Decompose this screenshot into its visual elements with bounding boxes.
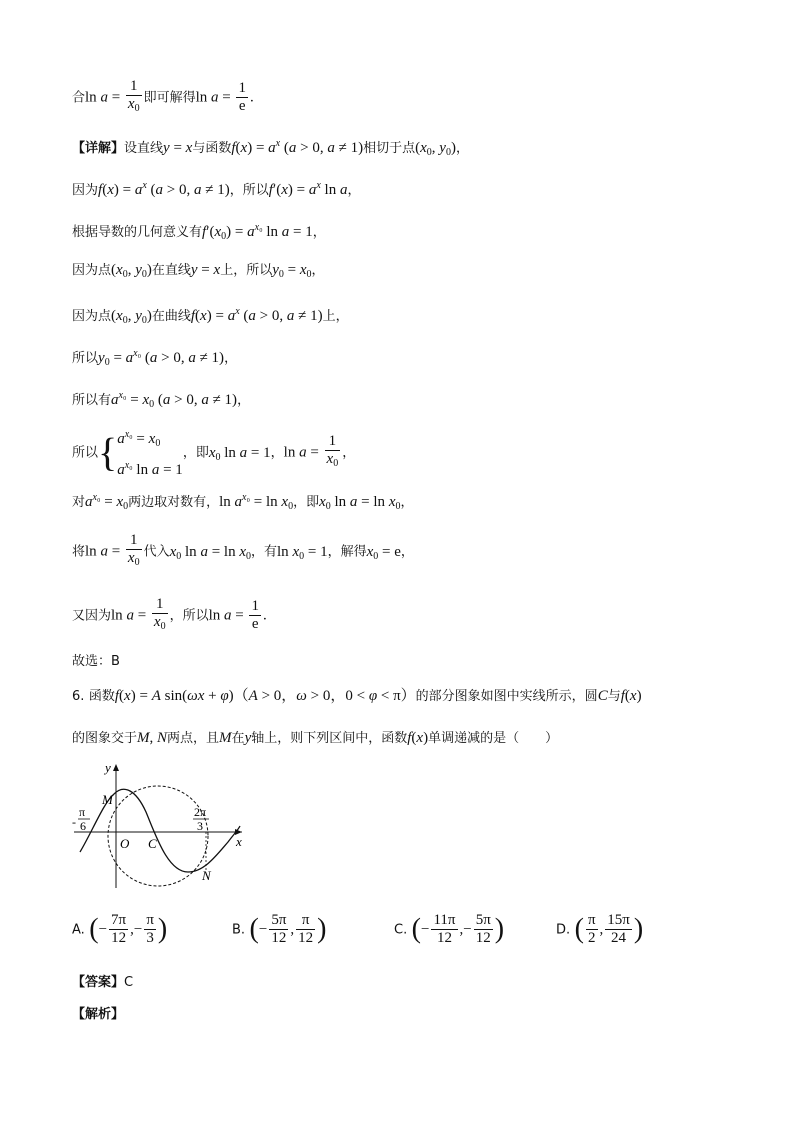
x-label: x <box>236 834 242 849</box>
text: 在 <box>231 731 245 746</box>
question-number: 6. <box>72 689 85 704</box>
option-B[interactable]: B. (− $\frac{5\pi}{12}$ , $\frac{\pi}{12}$ ) <box>232 912 327 946</box>
text: 在直线 <box>151 263 191 278</box>
text: 与 <box>607 689 621 704</box>
text: 的图象交于 <box>72 731 138 746</box>
text: 相切于点 <box>363 141 416 156</box>
line-point-on-curve: 因为点($x_0$, $y_0$)在曲线$f(x) = a^x$ (a > 0, a ≠ 1)上， <box>72 306 349 326</box>
num: 11π <box>433 912 456 928</box>
text: 单调递减的是（ ） <box>428 731 559 746</box>
answer-tag: 【答案】 <box>72 975 125 990</box>
sign: − <box>463 921 472 938</box>
text: 代入 <box>143 544 170 560</box>
text: ，所以 <box>169 608 209 624</box>
den: 12 <box>475 930 491 946</box>
line-system: 所以{ $a^{x_0} = x_0$ $a^{x_0}$ ln a = 1 ，即$x_0$ ln a = 1，ln a = $\frac{1}{x_0}$ ， <box>72 429 356 478</box>
line-detail: 【详解】设直线y = x与函数$f(x) = a^x$ (a > 0, a ≠ 1)相切于点($x_0$, $y_0$)， <box>72 138 469 158</box>
sign: − <box>421 921 430 938</box>
analysis-line <box>72 1004 124 1025</box>
text: 设直线 <box>124 141 164 156</box>
num: 5π <box>271 912 287 928</box>
text: 所以 <box>72 445 99 461</box>
text: 合 <box>72 90 86 106</box>
point-N-label: N <box>202 868 211 883</box>
text: 上，所以 <box>220 263 273 278</box>
text: ，所以 <box>229 183 269 198</box>
option-label: A. <box>72 922 85 938</box>
text: 上， <box>322 309 349 324</box>
text: 在曲线 <box>151 309 191 324</box>
text: 因为 <box>72 183 99 198</box>
num: π <box>296 912 315 930</box>
line-conclusion-partial: 合ln a = $\frac{1}{x_0}$ 即可解得ln a = $\frac{1}{e}$ . <box>72 78 254 114</box>
question-6-line1: 6. 函数f(x) = A sin(ωx + φ)（A > 0，ω > 0，0 < φ < π）的部分图象如图中实线所示，圆C与f(x) <box>72 688 642 704</box>
right-tick-den: 3 <box>197 819 203 833</box>
text: 根据导数的几何意义有 <box>72 225 203 240</box>
option-label: C. <box>394 922 408 938</box>
den: 2 <box>587 930 596 946</box>
answer-line <box>72 972 133 993</box>
line-substitute: 将ln a = $\frac{1}{x_0}$ 代入$x_0$ $\ln a = \ln x_0$，有$\ln x_0 = 1$，解得$x_0 = e$， <box>72 532 414 568</box>
num: π <box>587 912 596 928</box>
sign: − <box>258 921 268 938</box>
option-A[interactable]: A. (− $\frac{7\pi}{12}$ ,− $\frac{\pi}{3}$ ) <box>72 912 168 946</box>
den: 12 <box>111 930 127 946</box>
line-so-have: 所以有$a^{x_0} = x_0$ (a > 0, a ≠ 1)， <box>72 390 251 410</box>
answer-value: C <box>124 975 134 990</box>
text: 两点，且 <box>167 731 220 746</box>
question-6-line2: 的图象交于M, N两点，且M在y轴上，则下列区间中，函数f(x)单调递减的是（ ） <box>72 730 559 746</box>
text: 与函数 <box>192 141 232 156</box>
origin-label: O <box>120 836 130 851</box>
text: 即可解得 <box>143 90 196 106</box>
text: ，即 <box>293 495 320 510</box>
left-tick-num: π <box>79 805 86 819</box>
line-derivative: 因为$f(x) = a^x$ (a > 0, a ≠ 1)，所以$f'(x) = a^x$ ln a， <box>72 180 361 198</box>
y-label: y <box>105 760 111 775</box>
den: 12 <box>436 930 452 946</box>
right-tick-num: 2π <box>194 805 207 819</box>
text: 函数 <box>88 689 115 704</box>
sign: − <box>133 921 143 938</box>
num: 5π <box>475 912 491 928</box>
text: 因为点 <box>72 263 112 278</box>
option-label: B. <box>232 922 246 938</box>
detail-tag: 【详解】 <box>72 141 125 156</box>
left-tick-den: 6 <box>80 819 86 833</box>
num: 7π <box>111 912 127 928</box>
line-log: 对$a^{x_0} = x_0$两边取对数有，$\ln a^{x_0} = \ln x_0$，即$x_0$ $\ln a = \ln x_0$， <box>72 492 414 512</box>
option-C[interactable]: C. (− $\frac{11\pi}{12}$ ,− $\frac{5\pi}{12}$ ) <box>394 912 505 946</box>
line-point-on-line: 因为点($x_0$, $y_0$)在直线y = x上，所以$y_0 = x_0$， <box>72 262 325 280</box>
den: 24 <box>611 930 627 946</box>
den: 3 <box>146 930 154 946</box>
den: 12 <box>298 930 314 946</box>
den: 12 <box>271 930 287 946</box>
point-C-label: C <box>148 836 157 851</box>
text: 所以 <box>72 351 99 366</box>
line-y0: 所以$y_0 = a^{x_0}$ (a > 0, a ≠ 1)， <box>72 348 238 368</box>
text: ，解得 <box>327 544 367 560</box>
num: 15π <box>607 912 630 928</box>
option-label: D. <box>556 922 571 938</box>
point-M-label: M <box>102 792 113 807</box>
num: π <box>146 912 154 928</box>
y-axis-arrow-icon <box>113 764 119 771</box>
neg-sign: - <box>72 815 76 829</box>
line-geometric-meaning: 根据导数的几何意义有$f'(x_0) = a^{x_0}$ ln a = 1， <box>72 222 326 242</box>
option-D[interactable]: D. ( $\frac{\pi}{2}$ , $\frac{15\pi}{24}$ ) <box>556 912 644 946</box>
analysis-tag: 【解析】 <box>72 1007 125 1022</box>
text: 对 <box>72 495 86 510</box>
answer-choice-line: 故选：B <box>72 654 120 669</box>
text: 将 <box>72 544 86 560</box>
text: 轴上，则下列区间中，函数 <box>251 731 408 746</box>
text: 又因为 <box>72 608 112 624</box>
text: 两边取对数有， <box>128 495 220 510</box>
function-graph <box>70 760 250 890</box>
text: ，有 <box>251 544 278 560</box>
text: 的部分图象如图中实线所示，圆 <box>415 689 598 704</box>
line-conclusion: 又因为ln a = $\frac{1}{x_0}$ ，所以ln a = $\frac{1}{e}$ . <box>72 596 267 632</box>
text: ，即 <box>182 445 209 461</box>
text: 所以有 <box>72 393 112 408</box>
sign: − <box>98 921 108 938</box>
text: 因为点 <box>72 309 112 324</box>
